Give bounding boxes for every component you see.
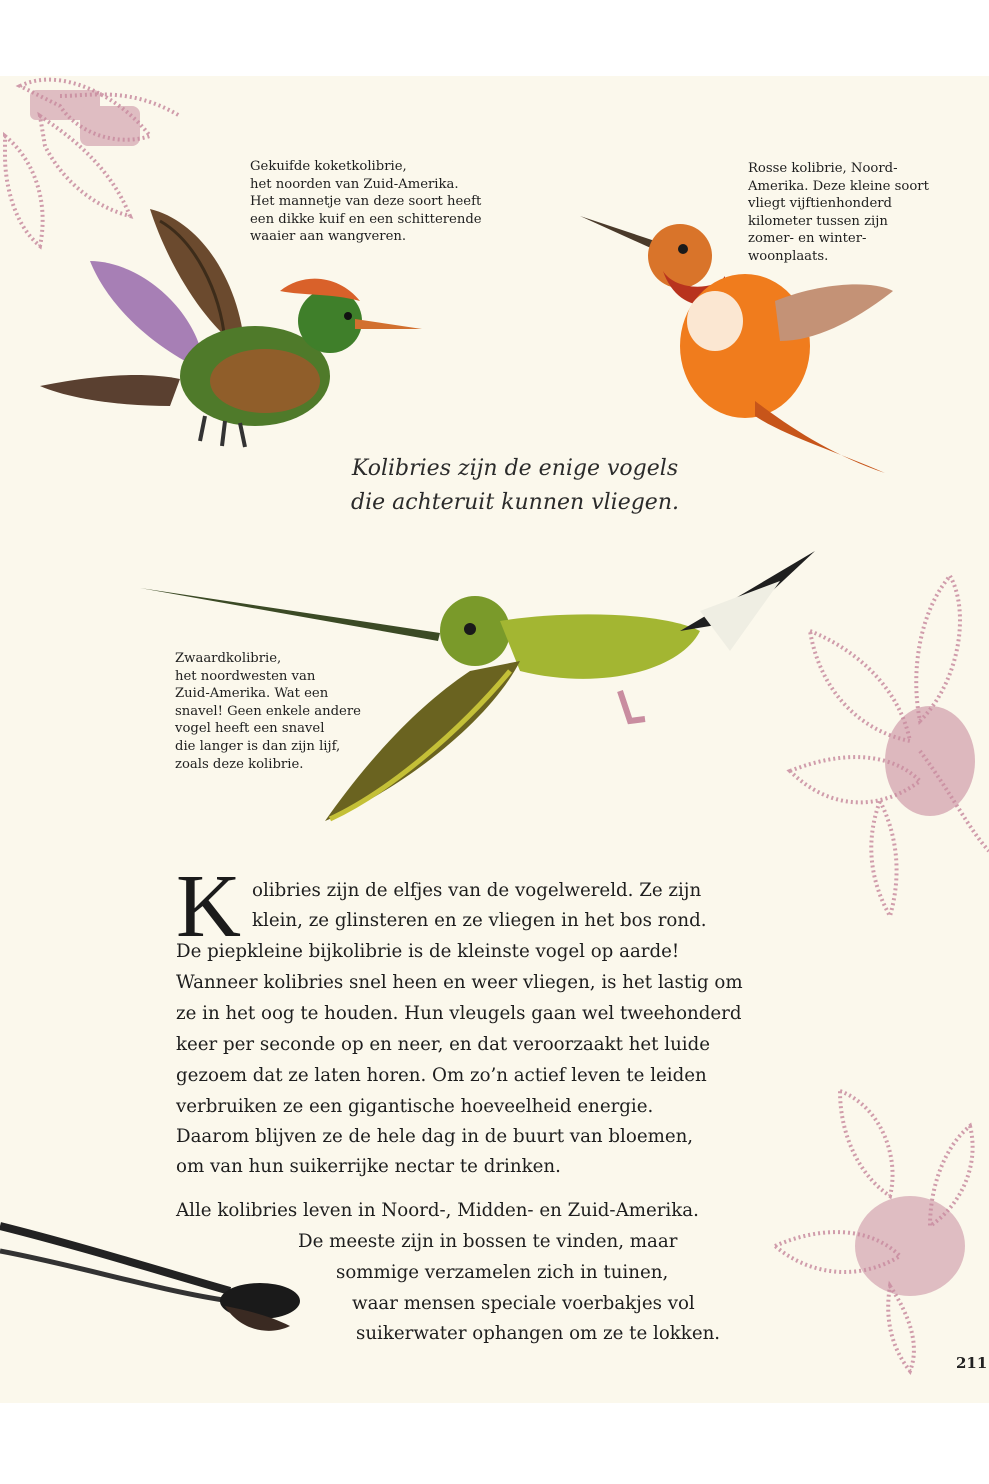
body-line: verbruiken ze een gigantische hoeveelheid energie. <box>176 1096 654 1117</box>
body-line: sommige verzamelen zich in tuinen, <box>336 1262 669 1283</box>
body-line: De meeste zijn in bossen te vinden, maar <box>298 1231 678 1252</box>
book-page <box>0 76 989 1403</box>
tail-streamer-hummingbird-illustration <box>0 1216 310 1346</box>
flower-right-bottom-illustration <box>770 1086 989 1376</box>
caption-tufted-coquette: Gekuifde koketkolibrie, het noorden van Zuid-Amerika. Het mannetje van deze soort heeft een dikke kuif en een schitterende waaier aan wangveren. <box>250 159 482 245</box>
body-line: suikerwater ophangen om ze te lokken. <box>356 1323 721 1344</box>
drop-cap: K <box>176 857 241 956</box>
pull-quote: Kolibries zijn de enige vogels die achteruit kunnen vliegen. <box>351 456 679 515</box>
body-line: De piepkleine bijkolibrie is de kleinste vogel op aarde! <box>176 941 680 962</box>
body-line: om van hun suikerrijke nectar te drinken. <box>176 1156 561 1177</box>
page-number: 211 <box>956 1354 988 1372</box>
body-line: gezoem dat ze laten horen. Om zo’n actief leven te leiden <box>176 1065 707 1086</box>
body-line: olibries zijn de elfjes van de vogelwereld. Ze zijn <box>252 880 702 901</box>
body-line: Daarom blijven ze de hele dag in de buurt van bloemen, <box>176 1126 694 1147</box>
body-line: keer per seconde op en neer, en dat veroorzaakt het luide <box>176 1034 711 1055</box>
body-line: ze in het oog te houden. Hun vleugels gaan wel tweehonderd <box>176 1003 742 1024</box>
caption-rufous-hummingbird: Rosse kolibrie, Noord- Amerika. Deze kleine soort vliegt vijftienhonderd kilometer tussen zijn zomer- en winter- woonplaats. <box>748 161 929 264</box>
body-line: Alle kolibries leven in Noord-, Midden- en Zuid-Amerika. <box>176 1200 699 1221</box>
body-line: Wanneer kolibries snel heen en weer vliegen, is het lastig om <box>176 972 743 993</box>
caption-sword-billed-hummingbird: Zwaardkolibrie, het noordwesten van Zuid-Amerika. Wat een snavel! Geen enkele andere vogel heeft een snavel die langer is dan zijn lijf, zoals deze kolibrie. <box>175 651 361 772</box>
body-line: waar mensen speciale voerbakjes vol <box>352 1293 695 1314</box>
body-line: klein, ze glinsteren en ze vliegen in het bos rond. <box>252 910 707 931</box>
